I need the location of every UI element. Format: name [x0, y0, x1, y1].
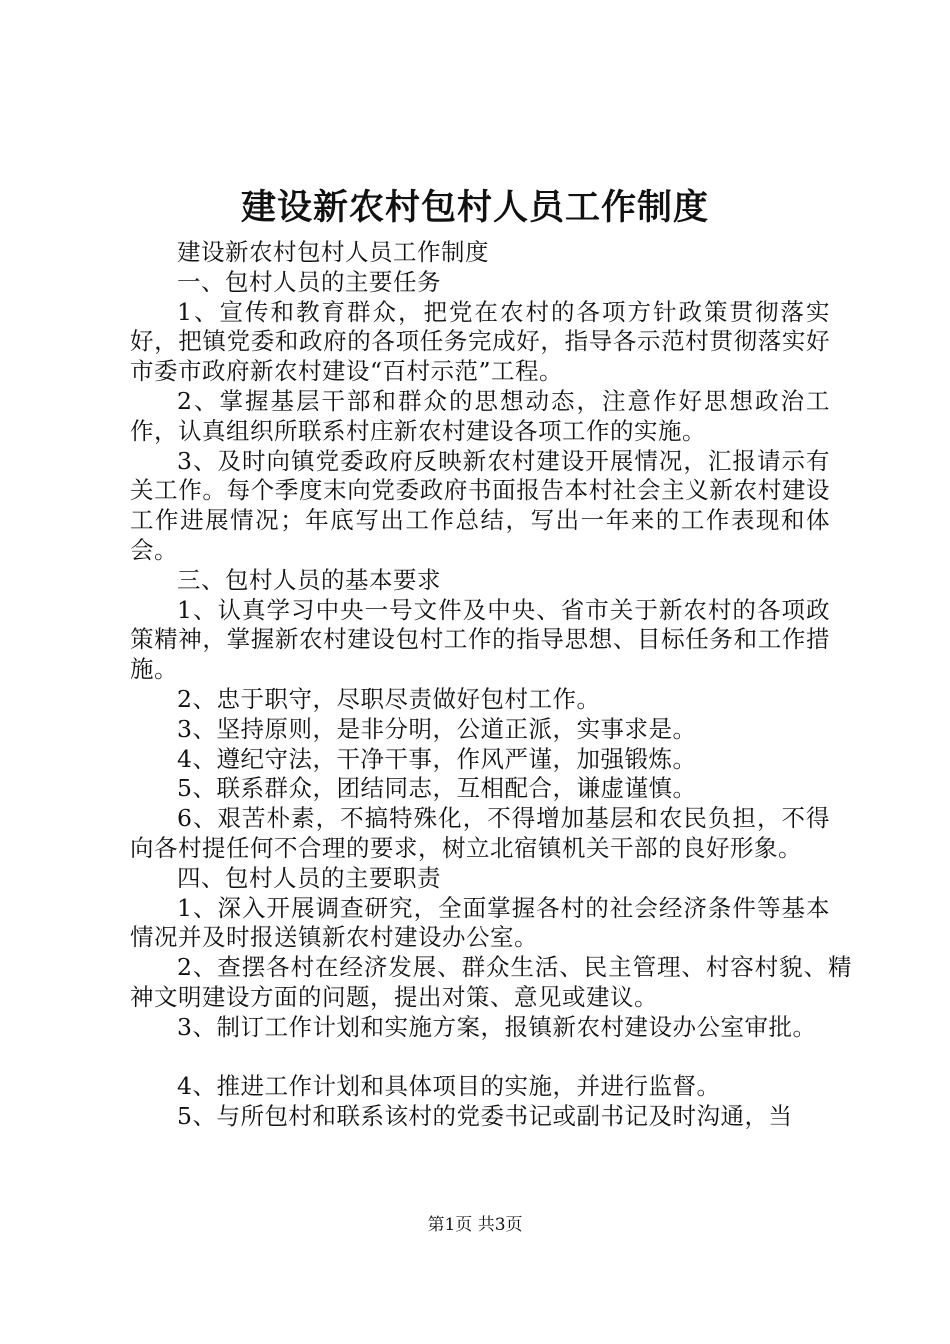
- body-paragraph: 2、掌握基层干部和群众的思想动态，注意作好思想政治工作，认真组织所联系村庄新农村建设各项工作的实施。: [130, 386, 830, 445]
- section-heading: 三、包村人员的基本要求: [177, 565, 441, 594]
- body-paragraph: 4、遵纪守法，干净干事，作风严谨，加强锻炼。: [177, 744, 697, 773]
- body-paragraph: 5、与所包村和联系该村的党委书记或副书记及时沟通，当: [177, 1102, 793, 1131]
- document-body: [130, 238, 852, 1132]
- section-heading: 一、包村人员的主要任务: [177, 267, 441, 296]
- body-paragraph: 3、坚持原则，是非分明，公道正派，实事求是。: [177, 714, 697, 743]
- body-paragraph: 2、查摆各村在经济发展、群众生活、民主管理、村容村貌、精神文明建设方面的问题，提出对策、意见或建议。: [130, 953, 852, 1011]
- section-heading: 四、包村人员的主要职责: [177, 863, 441, 892]
- body-paragraph: 1、认真学习中央一号文件及中央、省市关于新农村的各项政策精神，掌握新农村建设包村工作的指导思想、目标任务和工作措施。: [130, 595, 830, 684]
- body-paragraph: 3、制订工作计划和实施方案，报镇新农村建设办公室审批。: [177, 1012, 817, 1041]
- page-footer: 第1页 共3页: [427, 1215, 523, 1235]
- body-paragraph: 6、艰苦朴素，不搞特殊化，不得增加基层和农民负担，不得向各村提任何不合理的要求，树立北宿镇机关干部的良好形象。: [130, 804, 830, 862]
- body-paragraph: 4、推进工作计划和具体项目的实施，并进行监督。: [177, 1072, 721, 1101]
- body-paragraph: 2、忠于职守，尽职尽责做好包村工作。: [177, 684, 601, 713]
- body-paragraph: 1、宣传和教育群众，把党在农村的各项方针政策贯彻落实好，把镇党委和政府的各项任务完成好，指导各示范村贯彻落实好市委市政府新农村建设“百村示范”工程。: [130, 297, 830, 386]
- body-paragraph: 建设新农村包村人员工作制度: [177, 238, 489, 266]
- blank-line: [130, 1043, 830, 1073]
- body-paragraph: 5、联系群众，团结同志，互相配合，谦虚谨慎。: [177, 774, 697, 803]
- body-paragraph: 1、深入开展调查研究，全面掌握各村的社会经济条件等基本情况并及时报送镇新农村建设办公室。: [130, 893, 830, 952]
- body-paragraph: 3、及时向镇党委政府反映新农村建设开展情况，汇报请示有关工作。每个季度末向党委政府书面报告本村社会主义新农村建设工作进展情况；年底写出工作总结，写出一年来的工作表现和体会。: [130, 446, 830, 564]
- document-title: 建设新农村包村人员工作制度: [240, 187, 709, 228]
